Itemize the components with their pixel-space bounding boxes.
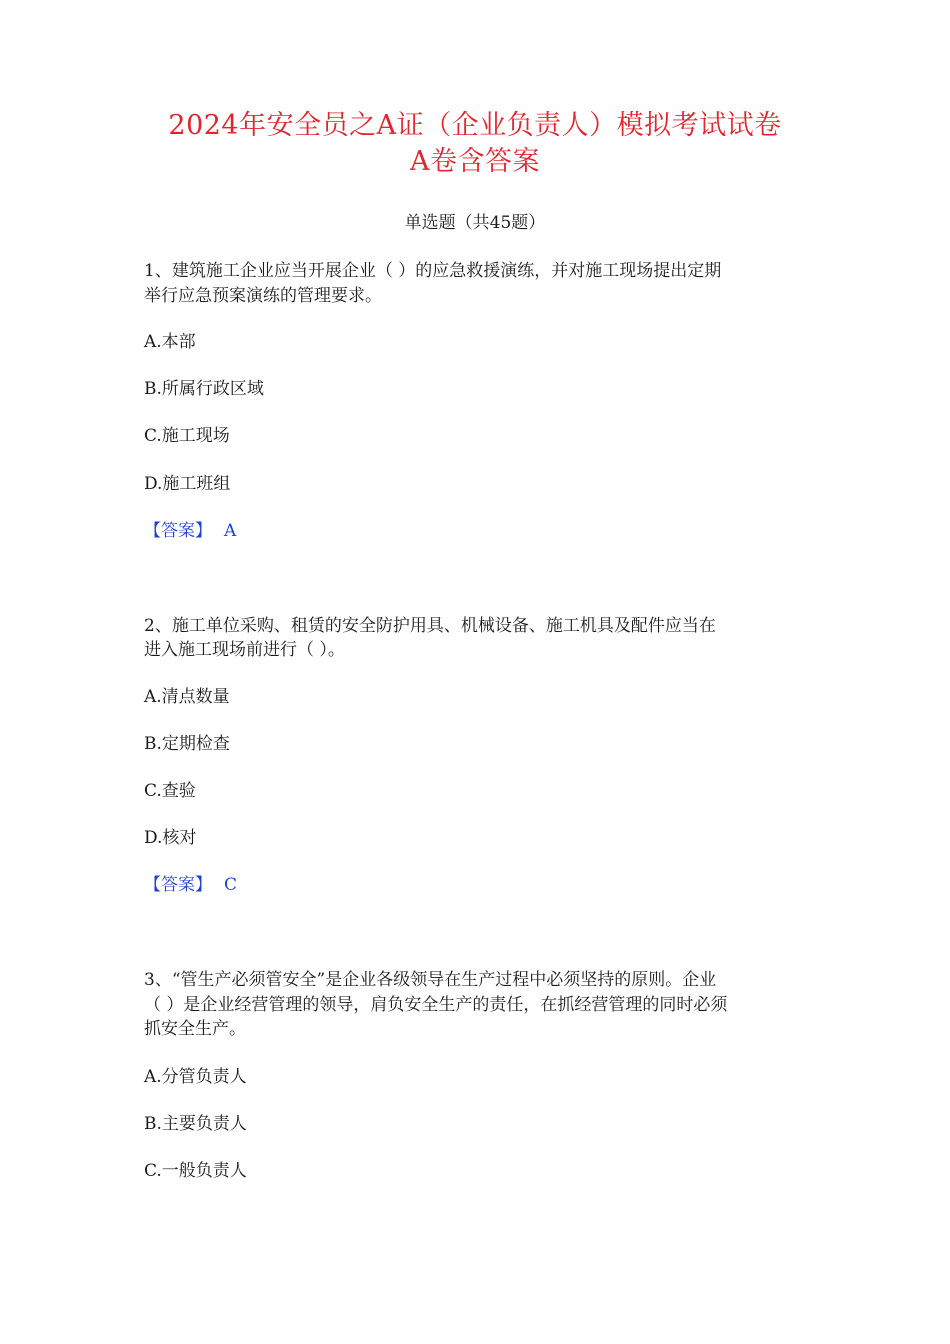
option-c: C.施工现场 xyxy=(144,426,230,446)
option-c: C.一般负责人 xyxy=(144,1161,247,1181)
option-a: A.分管负责人 xyxy=(144,1067,247,1087)
question-stem-line: 进入施工现场前进行（ ）。 xyxy=(144,640,345,660)
answer-line xyxy=(144,519,236,543)
question-stem-line: 1、建筑施工企业应当开展企业（ ）的应急救援演练，并对施工现场提出定期 xyxy=(144,261,722,281)
question-stem-line: 抓安全生产。 xyxy=(144,1019,246,1039)
question-stem-line: 3、“管生产必须管安全”是企业各级领导在生产过程中必须坚持的原则。企业 xyxy=(144,970,717,990)
option-a: A.清点数量 xyxy=(144,687,230,707)
question-stem-line: 2、施工单位采购、租赁的安全防护用具、机械设备、施工机具及配件应当在 xyxy=(144,616,716,636)
option-a: A.本部 xyxy=(144,332,196,352)
document-title-line-2: A卷含答案 xyxy=(410,146,540,177)
document-title-line-1: 2024年安全员之A证（企业负责人）模拟考试试卷 xyxy=(168,110,782,141)
question-stem-line: （ ）是企业经营管理的领导，肩负安全生产的责任，在抓经营管理的同时必须 xyxy=(144,995,728,1015)
answer-value: C xyxy=(224,875,238,895)
answer-line xyxy=(144,873,237,897)
option-b: B.定期检查 xyxy=(144,734,230,754)
answer-label: 【答案】 xyxy=(144,521,212,541)
question-stem-line: 举行应急预案演练的管理要求。 xyxy=(144,286,382,306)
section-heading: 单选题（共45题） xyxy=(404,213,546,233)
option-b: B.所属行政区域 xyxy=(144,379,264,399)
answer-value: A xyxy=(224,521,237,541)
option-b: B.主要负责人 xyxy=(144,1114,247,1134)
option-d: D.施工班组 xyxy=(144,474,231,494)
option-c: C.查验 xyxy=(144,781,196,801)
answer-label: 【答案】 xyxy=(144,875,212,895)
option-d: D.核对 xyxy=(144,828,197,848)
